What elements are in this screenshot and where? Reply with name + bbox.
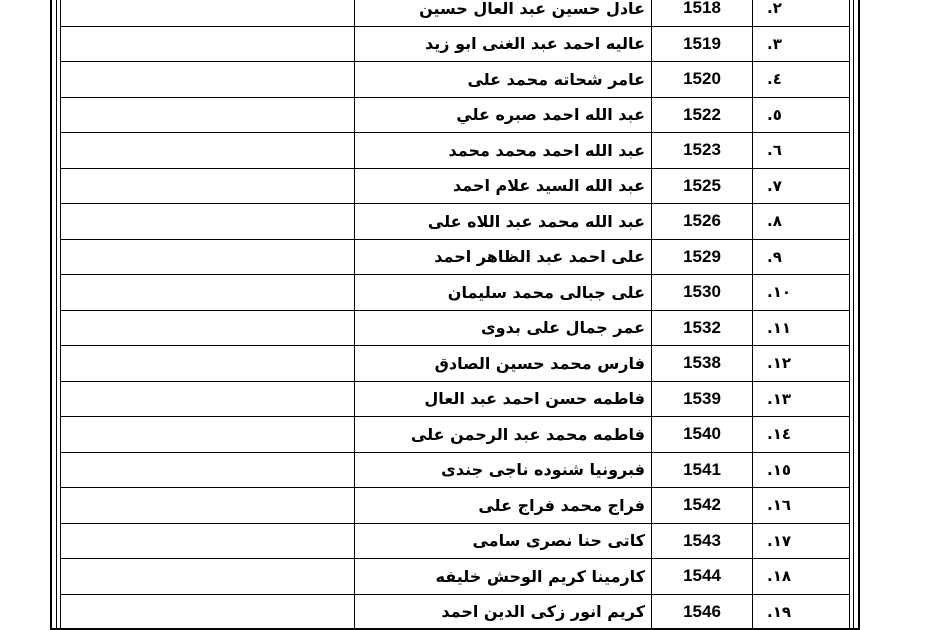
table-row	[61, 168, 850, 204]
student-name: عاليه احمد عبد الغنى ابو زيد	[355, 26, 652, 62]
row-number: ١٦.	[753, 488, 850, 524]
student-name: فراج محمد فراج على	[355, 488, 652, 524]
student-code: 1518	[652, 0, 753, 26]
student-name: كاتى حنا نصرى سامى	[355, 523, 652, 559]
blank-cell	[61, 0, 355, 26]
student-code: 1539	[652, 381, 753, 417]
student-name: عبد الله محمد عبد اللاه على	[355, 204, 652, 240]
student-name: عبد الله احمد محمد محمد	[355, 133, 652, 169]
blank-cell	[61, 275, 355, 311]
student-name: على جبالى محمد سليمان	[355, 275, 652, 311]
student-code: 1541	[652, 452, 753, 488]
blank-cell	[61, 239, 355, 275]
student-code: 1526	[652, 204, 753, 240]
blank-cell	[61, 204, 355, 240]
student-name: كريم انور زكى الدين احمد	[355, 594, 652, 630]
student-code: 1543	[652, 523, 753, 559]
row-number: ٥.	[753, 97, 850, 133]
student-name: كارمينا كريم الوحش خليفه	[355, 559, 652, 595]
blank-cell	[61, 594, 355, 630]
table-row	[61, 239, 850, 275]
student-name: فاطمه محمد عبد الرحمن على	[355, 417, 652, 453]
blank-cell	[61, 97, 355, 133]
row-number: ١٥.	[753, 452, 850, 488]
blank-cell	[61, 523, 355, 559]
table-row	[61, 310, 850, 346]
row-number: ٢.	[753, 0, 850, 26]
table-row	[61, 452, 850, 488]
row-number: ٦.	[753, 133, 850, 169]
table-row	[61, 275, 850, 311]
student-roster-table	[60, 0, 850, 630]
blank-cell	[61, 133, 355, 169]
blank-cell	[61, 62, 355, 98]
student-code: 1525	[652, 168, 753, 204]
blank-cell	[61, 417, 355, 453]
table-row	[61, 523, 850, 559]
table-row	[61, 381, 850, 417]
student-code: 1529	[652, 239, 753, 275]
student-code: 1523	[652, 133, 753, 169]
student-name: فبرونيا شنوده ناجى جندى	[355, 452, 652, 488]
table-row	[61, 26, 850, 62]
student-code: 1520	[652, 62, 753, 98]
row-number: ١٠.	[753, 275, 850, 311]
table-row	[61, 0, 850, 26]
blank-cell	[61, 452, 355, 488]
blank-cell	[61, 346, 355, 382]
student-code: 1519	[652, 26, 753, 62]
student-name: عبد الله احمد صبره علي	[355, 97, 652, 133]
student-code: 1546	[652, 594, 753, 630]
student-name: فاطمه حسن احمد عبد العال	[355, 381, 652, 417]
row-number: ٤.	[753, 62, 850, 98]
blank-cell	[61, 381, 355, 417]
roster-body	[61, 0, 850, 630]
row-number: ١٣.	[753, 381, 850, 417]
table-row	[61, 62, 850, 98]
student-name: عامر شحاته محمد على	[355, 62, 652, 98]
table-row	[61, 204, 850, 240]
student-name: على احمد عبد الظاهر احمد	[355, 239, 652, 275]
student-code: 1540	[652, 417, 753, 453]
row-number: ٣.	[753, 26, 850, 62]
student-name: عادل حسين عبد العال حسين	[355, 0, 652, 26]
blank-cell	[61, 488, 355, 524]
row-number: ٩.	[753, 239, 850, 275]
student-code: 1522	[652, 97, 753, 133]
student-code: 1538	[652, 346, 753, 382]
table-row	[61, 488, 850, 524]
row-number: ١٤.	[753, 417, 850, 453]
student-name: فارس محمد حسين الصادق	[355, 346, 652, 382]
student-name: عبد الله السيد علام احمد	[355, 168, 652, 204]
row-number: ٧.	[753, 168, 850, 204]
table-row	[61, 594, 850, 630]
blank-cell	[61, 559, 355, 595]
row-number: ١١.	[753, 310, 850, 346]
row-number: ٨.	[753, 204, 850, 240]
row-number: ١٩.	[753, 594, 850, 630]
blank-cell	[61, 26, 355, 62]
table-row	[61, 133, 850, 169]
student-name: عمر جمال على بدوى	[355, 310, 652, 346]
student-code: 1530	[652, 275, 753, 311]
row-number: ١٨.	[753, 559, 850, 595]
table-row	[61, 559, 850, 595]
student-code: 1532	[652, 310, 753, 346]
row-number: ١٧.	[753, 523, 850, 559]
blank-cell	[61, 168, 355, 204]
row-number: ١٢.	[753, 346, 850, 382]
table-row	[61, 417, 850, 453]
blank-cell	[61, 310, 355, 346]
table-row	[61, 346, 850, 382]
student-code: 1542	[652, 488, 753, 524]
student-code: 1544	[652, 559, 753, 595]
table-row	[61, 97, 850, 133]
